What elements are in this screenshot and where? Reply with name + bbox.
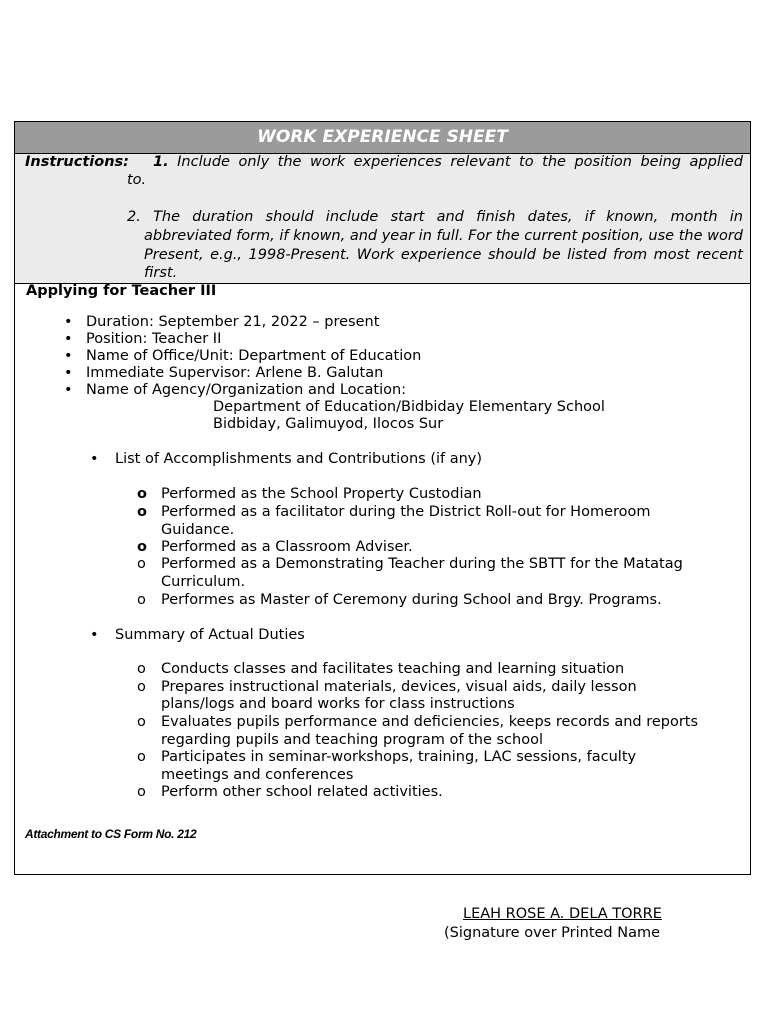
bullet-icon: • bbox=[90, 451, 99, 467]
circle-bullet-icon: o bbox=[137, 714, 146, 730]
circle-bullet-icon: o bbox=[137, 749, 146, 765]
circle-bullet-icon: o bbox=[137, 504, 147, 520]
accomplishment-item: Performes as Master of Ceremony during School and Brgy. Programs. bbox=[161, 592, 662, 608]
duty-item-continued: plans/logs and board works for class instructions bbox=[161, 696, 515, 712]
duty-item: Evaluates pupils performance and deficiencies, keeps records and reports bbox=[161, 714, 699, 730]
bullet-icon: • bbox=[64, 314, 73, 330]
instruction-1 bbox=[153, 154, 743, 170]
detail-office: Name of Office/Unit: Department of Education bbox=[86, 348, 422, 364]
duty-item: Participates in seminar-workshops, training, LAC sessions, faculty bbox=[161, 749, 637, 765]
signature-name: LEAH ROSE A. DELA TORRE bbox=[463, 906, 662, 922]
work-experience-sheet bbox=[14, 121, 751, 875]
duty-item-continued: meetings and conferences bbox=[161, 767, 354, 783]
signature-caption: (Signature over Printed Name bbox=[444, 925, 661, 941]
accomplishment-item: Performed as a Classroom Adviser. bbox=[161, 539, 413, 555]
agency-line-1: Department of Education/Bidbiday Elementary School bbox=[213, 399, 605, 415]
circle-bullet-icon: o bbox=[137, 661, 146, 677]
instructions-label: Instructions: bbox=[25, 154, 129, 170]
bullet-icon: • bbox=[64, 331, 73, 347]
circle-bullet-icon: o bbox=[137, 784, 146, 800]
circle-bullet-icon: o bbox=[137, 539, 147, 555]
applying-for-heading: Applying for Teacher III bbox=[26, 283, 217, 299]
instruction-1-text: Include only the work experiences relevant to the position being applied bbox=[177, 154, 744, 170]
duties-heading: Summary of Actual Duties bbox=[115, 627, 305, 643]
duty-item-continued: regarding pupils and teaching program of the school bbox=[161, 732, 543, 748]
instructions-box bbox=[15, 154, 750, 284]
circle-bullet-icon: o bbox=[137, 679, 146, 695]
bullet-icon: • bbox=[64, 348, 73, 364]
circle-bullet-icon: o bbox=[137, 556, 146, 572]
circle-bullet-icon: o bbox=[137, 486, 147, 502]
bullet-icon: • bbox=[90, 627, 99, 643]
accomplishment-item-continued: Guidance. bbox=[161, 522, 235, 538]
form-attachment-note: Attachment to CS Form No. 212 bbox=[25, 827, 197, 841]
accomplishment-item: Performed as the School Property Custodian bbox=[161, 486, 482, 502]
instruction-1-continued: to. bbox=[127, 172, 147, 188]
accomplishment-item: Performed as a Demonstrating Teacher during the SBTT for the Matatag bbox=[161, 556, 683, 572]
detail-duration: Duration: September 21, 2022 – present bbox=[86, 314, 380, 330]
accomplishments-heading: List of Accomplishments and Contributions (if any) bbox=[115, 451, 483, 467]
duty-item: Perform other school related activities. bbox=[161, 784, 443, 800]
detail-position: Position: Teacher II bbox=[86, 331, 222, 347]
detail-agency: Name of Agency/Organization and Location: bbox=[86, 382, 407, 398]
duty-item: Conducts classes and facilitates teaching and learning situation bbox=[161, 661, 625, 677]
circle-bullet-icon: o bbox=[137, 592, 146, 608]
instruction-2-continued: abbreviated form, if known, and year in full. For the current position, use the word Present, e.g., 1998-Present. Work experience should be listed from most recent first. bbox=[144, 228, 743, 281]
accomplishment-item: Performed as a facilitator during the District Roll-out for Homeroom bbox=[161, 504, 651, 520]
accomplishment-item-continued: Curriculum. bbox=[161, 574, 246, 590]
detail-supervisor: Immediate Supervisor: Arlene B. Galutan bbox=[86, 365, 384, 381]
sheet-title: WORK EXPERIENCE SHEET bbox=[15, 122, 750, 154]
bullet-icon: • bbox=[64, 382, 73, 398]
instruction-2: 2. The duration should include start and finish dates, if known, month in bbox=[127, 209, 743, 225]
bullet-icon: • bbox=[64, 365, 73, 381]
agency-line-2: Bidbiday, Galimuyod, Ilocos Sur bbox=[213, 416, 444, 432]
duty-item: Prepares instructional materials, devices, visual aids, daily lesson bbox=[161, 679, 637, 695]
instruction-1-number: 1. bbox=[153, 154, 169, 170]
